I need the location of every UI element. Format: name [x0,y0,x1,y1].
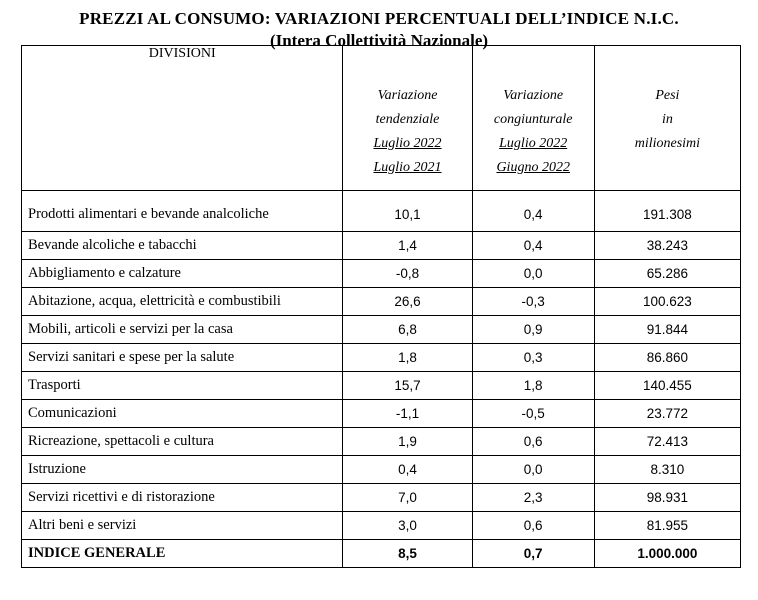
row-label: Abitazione, acqua, elettricità e combustibili [22,288,343,316]
row-pesi: 140.455 [594,372,740,400]
row-variazione-congiunturale: 0,4 [472,191,594,232]
header-a-line2: tendenziale [375,112,440,127]
row-pesi: 38.243 [594,232,740,260]
row-pesi: 100.623 [594,288,740,316]
row-label: Prodotti alimentari e bevande analcoliche [22,191,343,232]
table-row [22,456,741,484]
header-c-line3: milionesimi [634,136,701,151]
row-pesi: 81.955 [594,512,740,540]
table-row [22,400,741,428]
total-row [22,540,741,568]
header-row [22,46,741,191]
row-variazione-congiunturale: -0,3 [472,288,594,316]
row-variazione-tendenziale: 1,4 [343,232,472,260]
row-pesi: 8.310 [594,456,740,484]
table-row [22,260,741,288]
row-variazione-tendenziale: 15,7 [343,372,472,400]
row-variazione-tendenziale: -1,1 [343,400,472,428]
total-label: INDICE GENERALE [22,540,343,568]
row-label: Istruzione [22,456,343,484]
table-row [22,484,741,512]
header-c-line1: Pesi [655,88,680,103]
row-pesi: 98.931 [594,484,740,512]
nic-table [21,45,741,568]
table-row [22,316,741,344]
row-label: Altri beni e servizi [22,512,343,540]
header-b-line1: Variazione [503,88,564,103]
row-variazione-tendenziale: 6,8 [343,316,472,344]
row-variazione-congiunturale: 0,3 [472,344,594,372]
table-row [22,191,741,232]
table-row [22,288,741,316]
header-c-line2: in [661,112,673,127]
row-variazione-congiunturale: -0,5 [472,400,594,428]
row-pesi: 72.413 [594,428,740,456]
total-variazione-congiunturale: 0,7 [472,540,594,568]
row-variazione-congiunturale: 1,8 [472,372,594,400]
row-variazione-tendenziale: 1,8 [343,344,472,372]
row-label: Servizi ricettivi e di ristorazione [22,484,343,512]
table-row [22,372,741,400]
header-b-line4: Giugno 2022 [496,160,570,175]
header-a-line4: Luglio 2021 [373,160,442,175]
header-b-line2: congiunturale [493,112,573,127]
row-label: Servizi sanitari e spese per la salute [22,344,343,372]
row-variazione-congiunturale: 0,6 [472,512,594,540]
row-variazione-tendenziale: 10,1 [343,191,472,232]
row-variazione-tendenziale: 3,0 [343,512,472,540]
row-label: Abbigliamento e calzature [22,260,343,288]
row-variazione-tendenziale: -0,8 [343,260,472,288]
row-label: Bevande alcoliche e tabacchi [22,232,343,260]
row-pesi: 191.308 [594,191,740,232]
row-variazione-tendenziale: 26,6 [343,288,472,316]
row-pesi: 23.772 [594,400,740,428]
row-variazione-congiunturale: 0,0 [472,456,594,484]
row-variazione-congiunturale: 0,6 [472,428,594,456]
title-line-1: PREZZI AL CONSUMO: VARIAZIONI PERCENTUALI DELL’INDICE N.I.C. [79,9,679,28]
header-a-line3: Luglio 2022 [373,136,442,151]
row-label: Comunicazioni [22,400,343,428]
header-b-line3: Luglio 2022 [499,136,568,151]
row-pesi: 86.860 [594,344,740,372]
table-row [22,344,741,372]
header-variazione-congiunturale [472,46,594,191]
header-pesi [594,46,740,191]
header-variazione-tendenziale [343,46,472,191]
row-variazione-congiunturale: 2,3 [472,484,594,512]
row-variazione-congiunturale: 0,0 [472,260,594,288]
row-pesi: 91.844 [594,316,740,344]
row-variazione-tendenziale: 7,0 [343,484,472,512]
header-divisioni: DIVISIONI [22,46,343,191]
row-label: Ricreazione, spettacoli e cultura [22,428,343,456]
table-row [22,428,741,456]
header-a-line1: Variazione [377,88,438,103]
row-variazione-congiunturale: 0,4 [472,232,594,260]
row-label: Mobili, articoli e servizi per la casa [22,316,343,344]
table-row [22,232,741,260]
row-label: Trasporti [22,372,343,400]
row-variazione-tendenziale: 1,9 [343,428,472,456]
row-variazione-tendenziale: 0,4 [343,456,472,484]
table-row [22,512,741,540]
row-pesi: 65.286 [594,260,740,288]
row-variazione-congiunturale: 0,9 [472,316,594,344]
total-pesi: 1.000.000 [594,540,740,568]
total-variazione-tendenziale: 8,5 [343,540,472,568]
title-line-2: (Intera Collettività Nazionale) [269,31,489,50]
